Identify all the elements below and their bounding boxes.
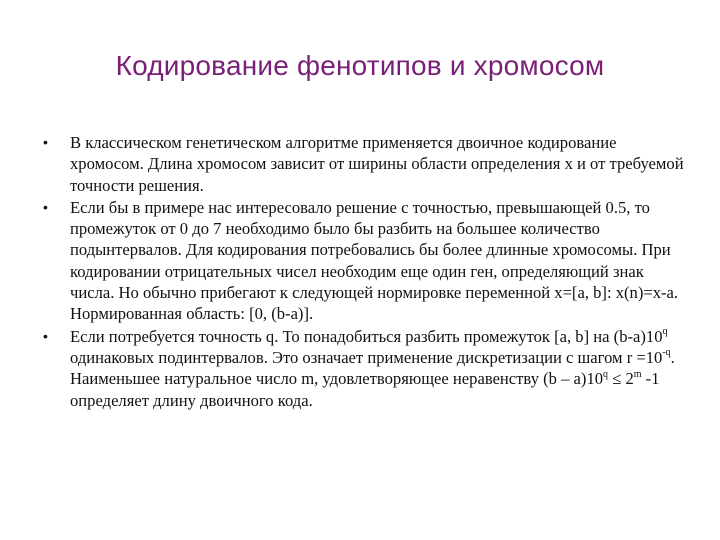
bullet-list xyxy=(40,132,690,412)
bullet-text: Если бы в примере нас интересовало решение с точностью, превышающей 0.5, то промежуток от 0 до 7 необходимо было бы разбить на большее количество подынтервалов. Для кодирования потребовались бы более длинные хромосомы. При кодировании отрицательных чисел необходим еще один ген, определяющий знак числа. Но обычно прибегают к следующей нормировке переменной x=[a, b]: x(n)=x-a. Нормированная область: [0, (b-a)]. xyxy=(70,197,679,324)
bullet-text: В классическом генетическом алгоритме применяется двоичное кодирование хромосом. Длина хромосом зависит от ширины области определения x и от требуемой точности решения. xyxy=(70,133,684,195)
bullet-marker-icon: • xyxy=(43,134,48,150)
bullet-item-3 xyxy=(40,326,690,411)
bullet-text-part: Если потребуется точность q. То понадобиться разбить промежуток [a, b] на (b-a)10 xyxy=(70,326,663,346)
superscript: -q xyxy=(662,347,671,359)
bullet-item-1 xyxy=(40,132,690,196)
bullet-text-part: . Наименьшее натуральное число m, удовлетворяющее неравенству (b – a)10 xyxy=(70,347,675,389)
superscript: q xyxy=(603,368,609,380)
bullet-text-part: ≤ 2 xyxy=(608,369,634,389)
slide-title: Кодирование фенотипов и хромосом xyxy=(115,50,605,81)
bullet-item-2 xyxy=(40,197,690,325)
bullet-marker-icon: • xyxy=(43,327,48,344)
bullet-text-part: одинаковых подинтервалов. Это означает применение дискретизации с шагом r =10 xyxy=(70,347,663,367)
bullet-text-part: -1 определяет длину двоичного кода. xyxy=(70,369,660,410)
bullet-marker-icon: • xyxy=(43,198,48,215)
superscript: m xyxy=(633,368,642,380)
superscript: q xyxy=(662,326,668,338)
